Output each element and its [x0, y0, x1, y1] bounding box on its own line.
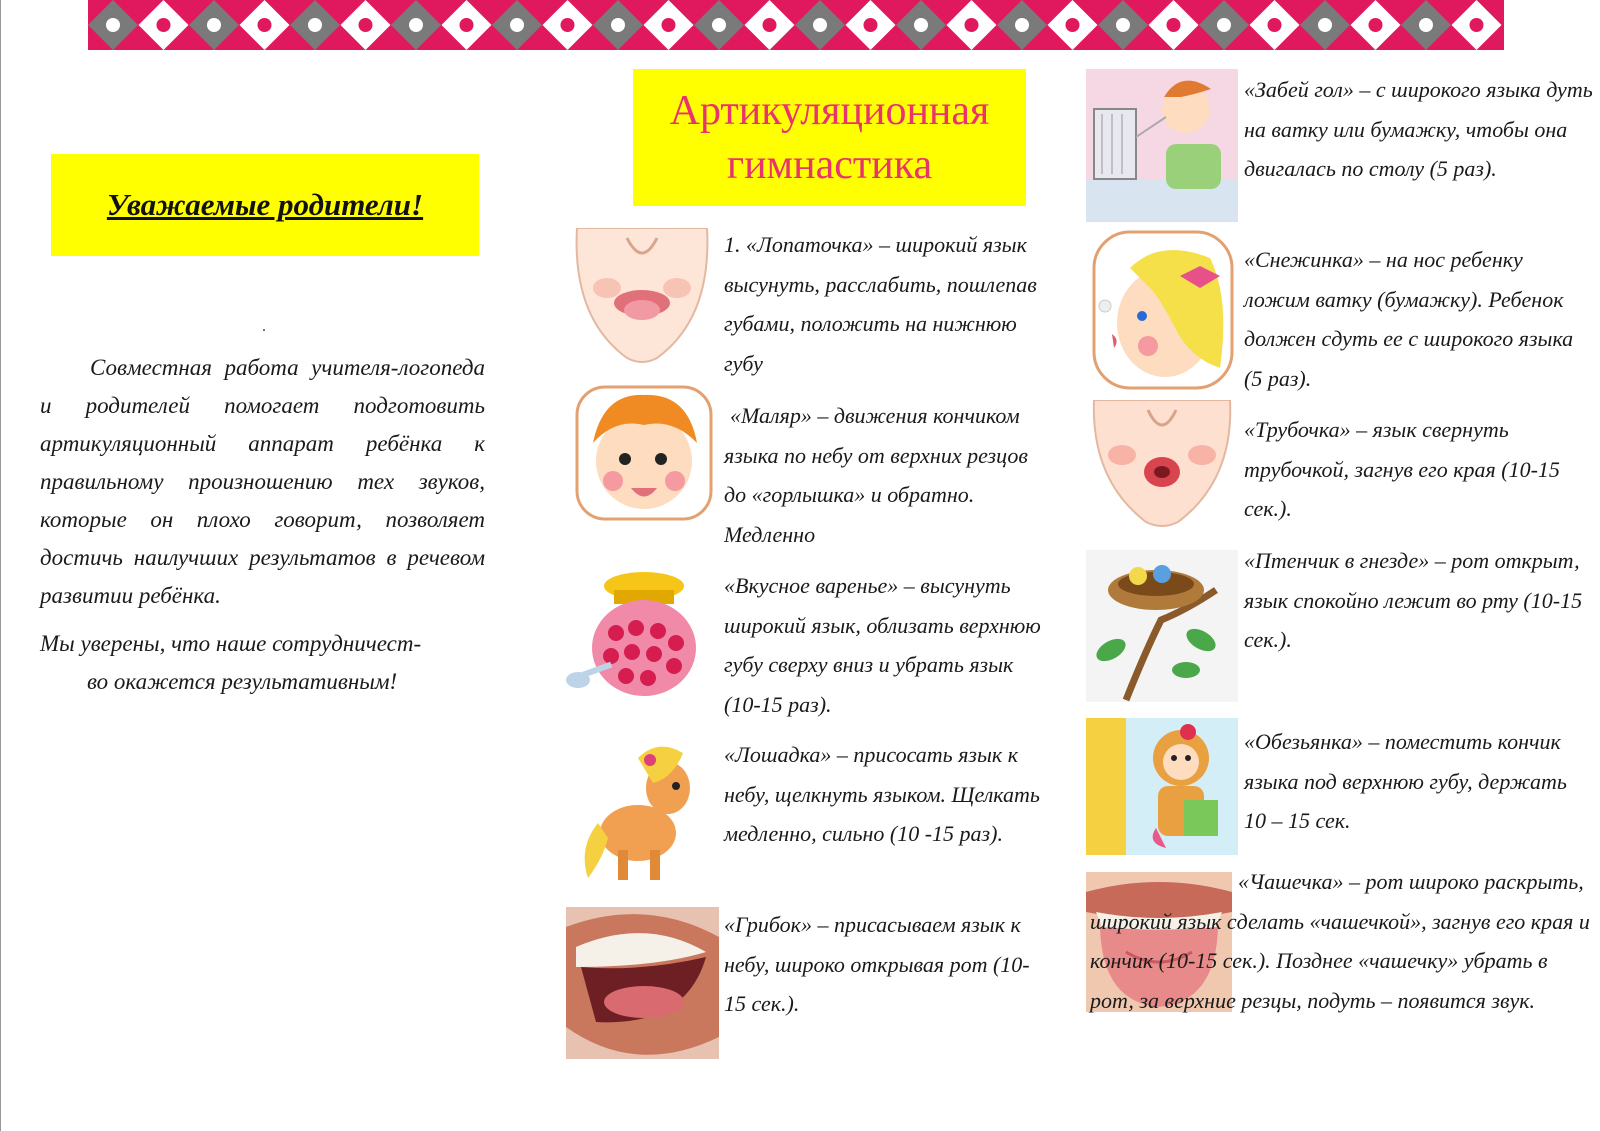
monkey-icon [1086, 718, 1238, 855]
exercise-gribok: «Грибок» – присасываем язык к небу, широко открывая рот (10-15 сек.). [724, 912, 1030, 1016]
exercise-ptenchik: «Птенчик в гнезде» – рот открыт, язык спокойно лежит во рту (10-15 сек.). [1244, 548, 1583, 652]
exercise-varenye: «Вкусное варенье» – высунуть широкий язык, облизать верхнюю губу сверху вниз и убрать язык (10-15 раз). [724, 573, 1041, 717]
open-mouth-icon [566, 907, 719, 1059]
exercise-snezhinka: «Снежинка» – на нос ребенку ложим ватку (бумажку). Ребенок должен сдуть ее с широкого языка (5 раз). [1244, 247, 1574, 391]
title-banner [633, 69, 1026, 206]
bird-nest-icon [1086, 550, 1238, 702]
mouth-tongue-out-icon [567, 228, 717, 368]
exercise-lopatochka: 1. «Лопаточка» – широкий язык высунуть, расслабить, пошлепав губами, положить на нижнюю губу [724, 232, 1037, 376]
closing-line-2: во окажется результативным! [87, 669, 398, 694]
closing-line-1: Мы уверены, что наше сотрудничест- [40, 631, 422, 656]
title-line-2: гимнастика [726, 141, 933, 188]
girl-profile-icon [1090, 228, 1236, 392]
tube-lips-icon [1086, 400, 1238, 530]
exercise-zabey-gol: «Забей гол» – с широкого языка дуть на ватку или бумажку, чтобы она двигалась по столу (5 раз). [1244, 77, 1593, 181]
parents-heading-banner [51, 154, 479, 256]
parents-heading: Уважаемые родители! [106, 187, 424, 222]
dot-mark: . [262, 318, 266, 335]
exercise-chashechka: «Чашечка» – рот широко раскрыть, широкий язык сделать «чашечкой», загнув его края и кончик (10-15 сек.). Позднее «чашечку» убрать в рот, за верхние резцы, подуть – появится звук. [1090, 869, 1590, 1013]
boy-face-icon [573, 383, 715, 523]
exercise-obezyanka: «Обезьянка» – поместить кончик языка под верхнюю губу, держать 10 – 15 сек. [1244, 729, 1567, 833]
decorative-border [88, 0, 1504, 50]
boy-blowing-icon [1086, 69, 1238, 222]
exercise-loshadka: «Лошадка» – присосать язык к небу, щелкнуть языком. Щелкать медленно, сильно (10 -15 раз). [724, 742, 1040, 846]
exercise-malyar: «Маляр» – движения кончиком языка по небу от верхних резцов до «горлышка» и обратно. Медленно [724, 403, 1028, 547]
intro-paragraph: Совместная работа учителя-логопеда и родителей помогает подготовить артикуляционный аппарат ребёнка к правильному произношению тех звуков, которые он плохо говорит, позволяет достичь наилучших результатов в речевом развитии ребёнка. [40, 355, 485, 608]
page-edge [0, 0, 1, 1131]
jam-jar-icon [566, 568, 716, 703]
intro-text [40, 349, 485, 701]
exercise-trubochka: «Трубочка» – язык свернуть трубочкой, загнув его края (10-15 сек.). [1244, 417, 1560, 521]
pony-icon [578, 738, 708, 888]
title-line-1: Артикуляционная [669, 87, 990, 134]
